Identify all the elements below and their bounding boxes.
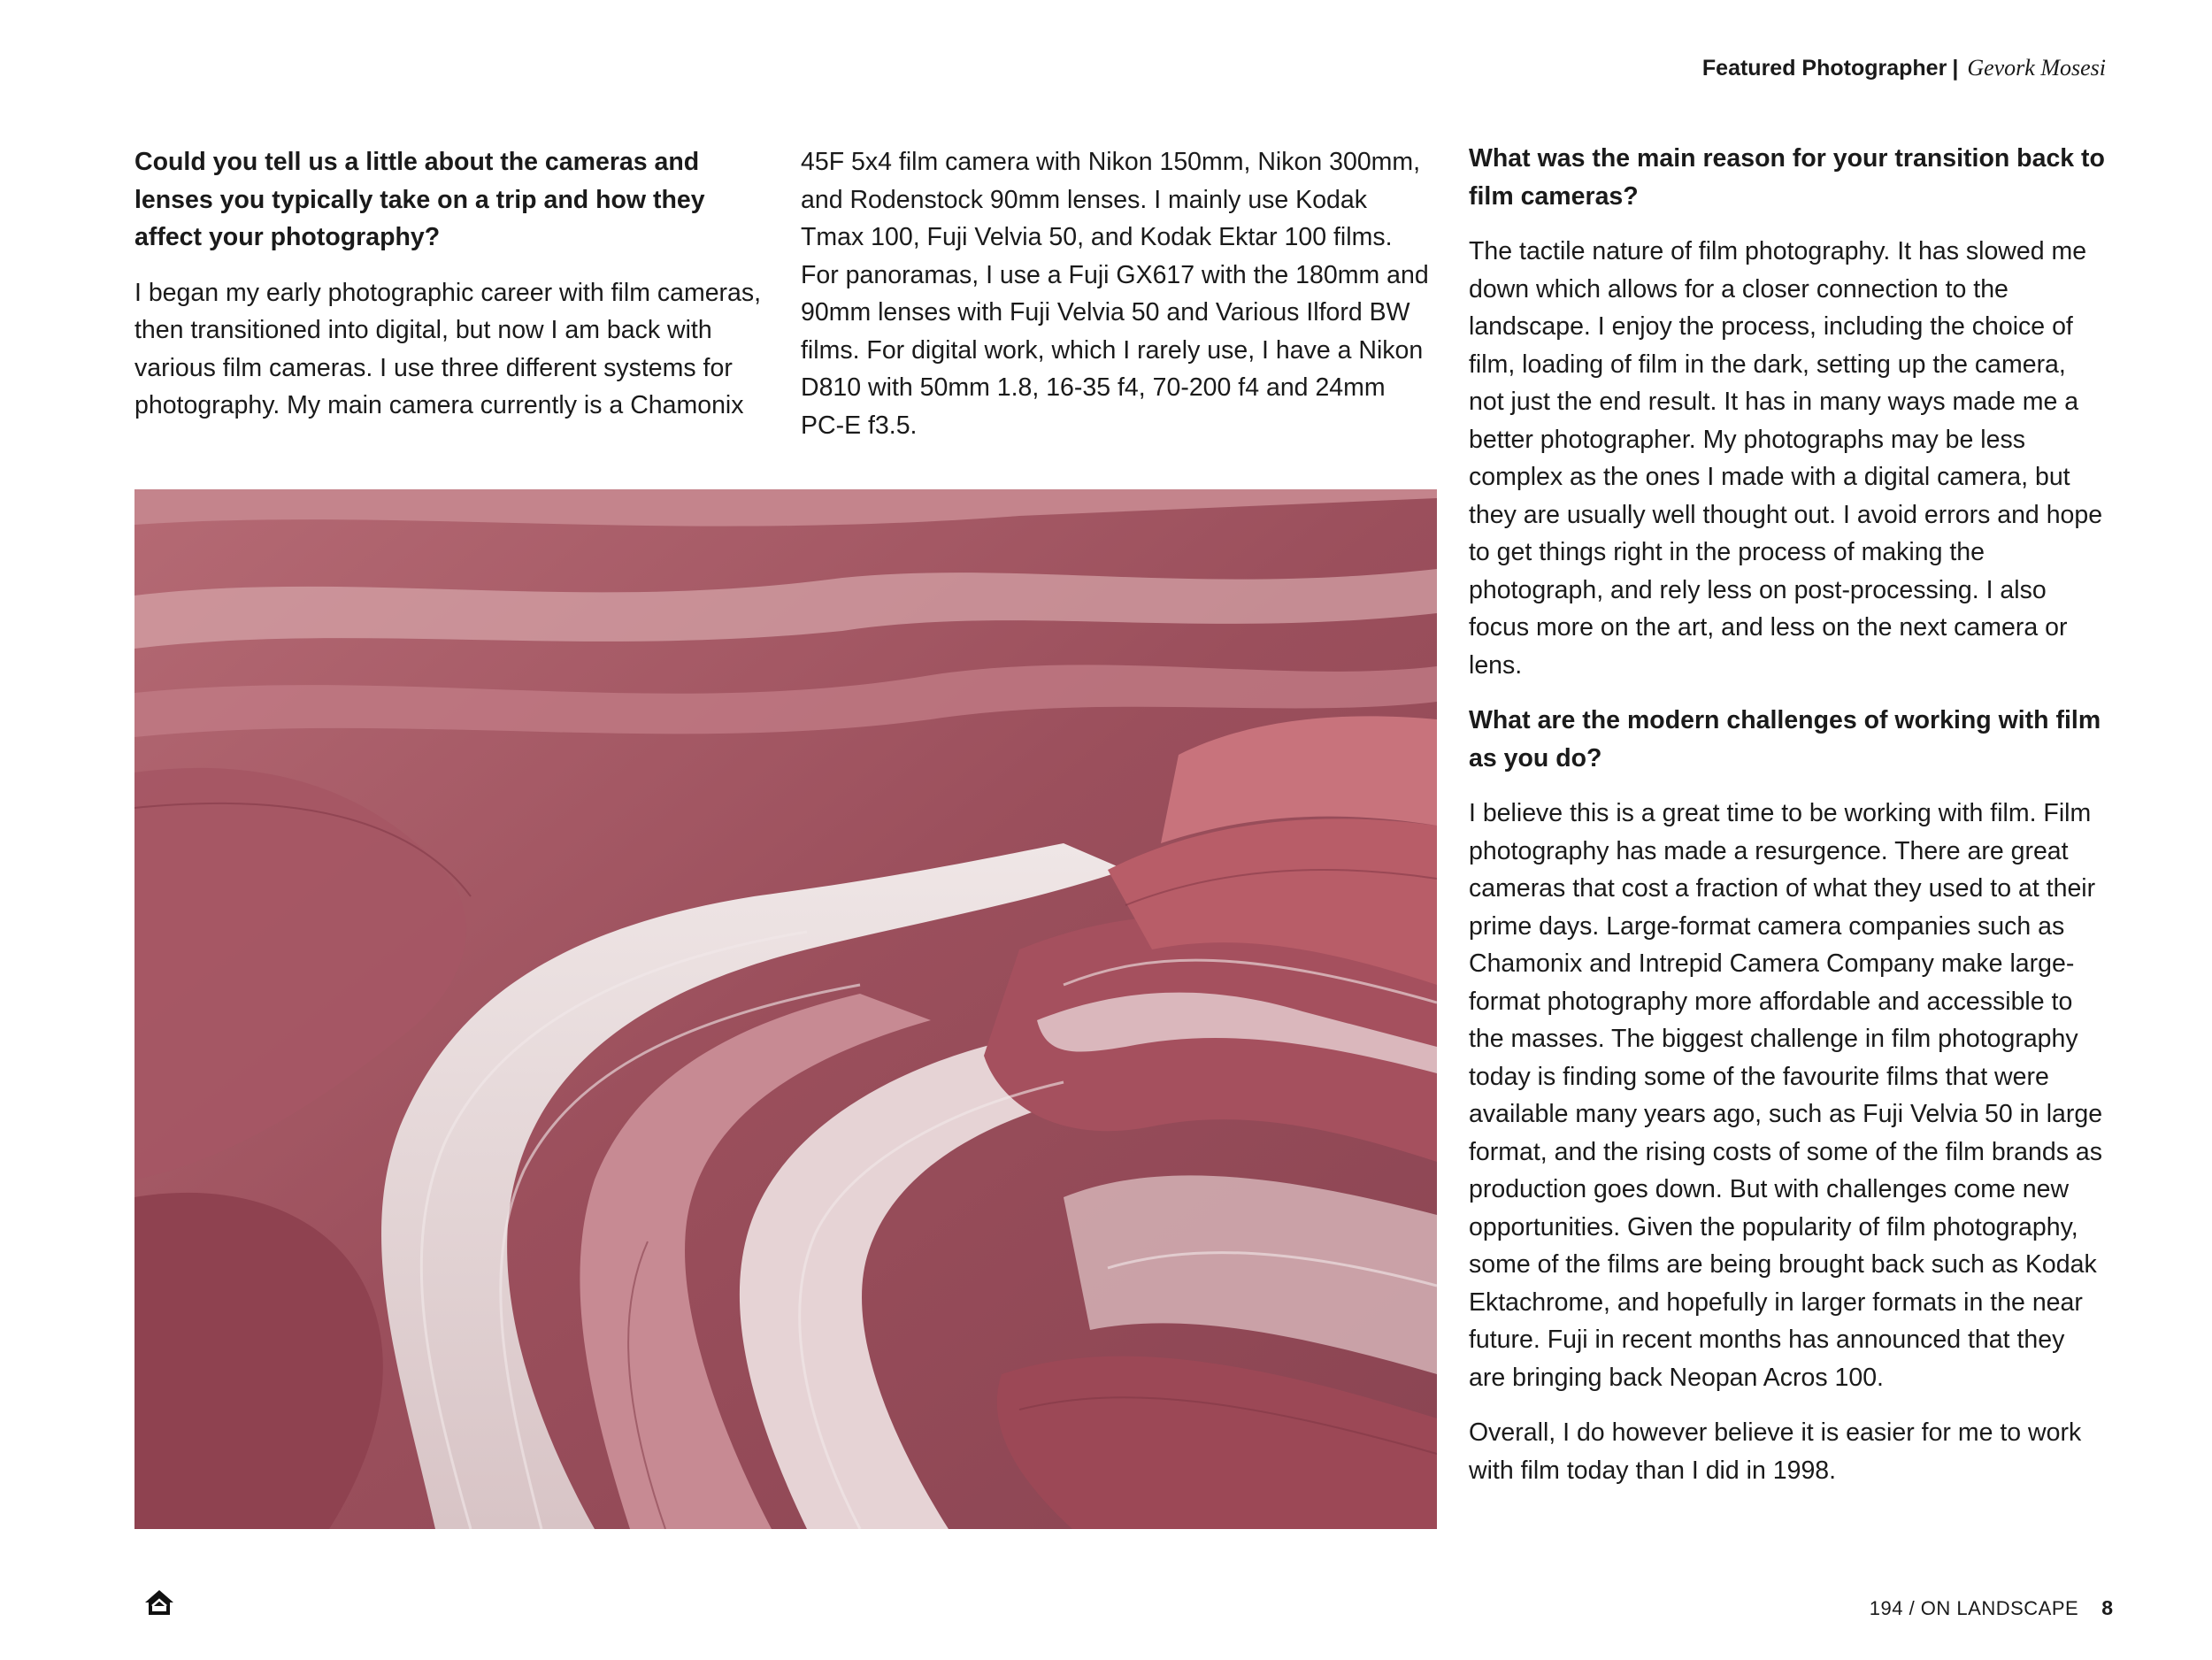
interview-answer: I began my early photographic career with film cameras, then transitioned into digital, but now I am back with various film cameras. I use three different systems for photography. My main camera currently is a Chamonix (134, 278, 762, 419)
interview-question: What are the modern challenges of working with film as you do? (1469, 706, 2101, 772)
page-number: 8 (2101, 1596, 2113, 1619)
landscape-photo (134, 489, 1437, 1529)
running-header (1702, 55, 2106, 81)
column-3 (1469, 140, 2106, 1489)
section-title: Featured Photographer (1701, 56, 1947, 81)
interview-answer: The tactile nature of film photography. It has slowed me down which allows for a closer connection to the landscape. I enjoy the process, including the choice of film, loading of film in the dark, setting up the camera, not just the end result. It has in many ways made me a better photographer. My photographs may be less complex as the ones I made with a digital camera, but they are usually well thought out. I avoid errors and hope to get things right in the process of making the photograph, and rely less on post-processing. I also focus more on the art, and less on the next camera or lens. (1469, 237, 2103, 680)
interview-answer: Overall, I do however believe it is easier for me to work with film today than I did in 1998. (1469, 1418, 2082, 1485)
column-1 (134, 143, 776, 425)
photographer-name: Gevork Mosesi (1967, 55, 2106, 81)
sandstone-rock-image (134, 489, 1437, 1529)
column-2 (801, 143, 1429, 444)
interview-answer: I believe this is a great time to be working with film. Film photography has made a resurgence. There are great cameras that cost a fraction of what they used to at their prime days. Large-format camera companies such as Chamonix and Intrepid Camera Company make large-format photography more affordable and accessible to the masses. The biggest challenge in film photography today is finding some of the favourite films that were available many years ago, such as Fuji Velvia 50 in large format, and the rising costs of some of the film brands as production goes down. But with challenges come new opportunities. Given the popularity of film photography, some of the films are being brought back such as Kodak Ektachrome, and hopefully in larger formats in the near future. Fuji in recent months has announced that they are bringing back Neopan Acros 100. (1469, 799, 2103, 1392)
interview-question: Could you tell us a little about the cameras and lenses you typically take on a trip and how they affect your photography? (134, 148, 705, 251)
interview-answer-continued: 45F 5x4 film camera with Nikon 150mm, Nikon 300mm, and Rodenstock 90mm lenses. I mainly use Kodak Tmax 100, Fuji Velvia 50, and Kodak Ektar 100 films. For panoramas, I use a Fuji GX617 with the 180mm and 90mm lenses with Fuji Velvia 50 and Various Ilford BW films. For digital work, which I rarely use, I have a Nikon D810 with 50mm 1.8, 16-35 f4, 70-200 f4 and 24mm PC-E f3.5. (801, 148, 1429, 440)
issue-label: 194 / ON LANDSCAPE (1869, 1597, 2079, 1619)
interview-question: What was the main reason for your transition back to film cameras? (1469, 144, 2105, 211)
home-icon[interactable] (143, 1588, 175, 1617)
header-separator: | (1952, 56, 1959, 81)
page-footer (1870, 1596, 2113, 1620)
